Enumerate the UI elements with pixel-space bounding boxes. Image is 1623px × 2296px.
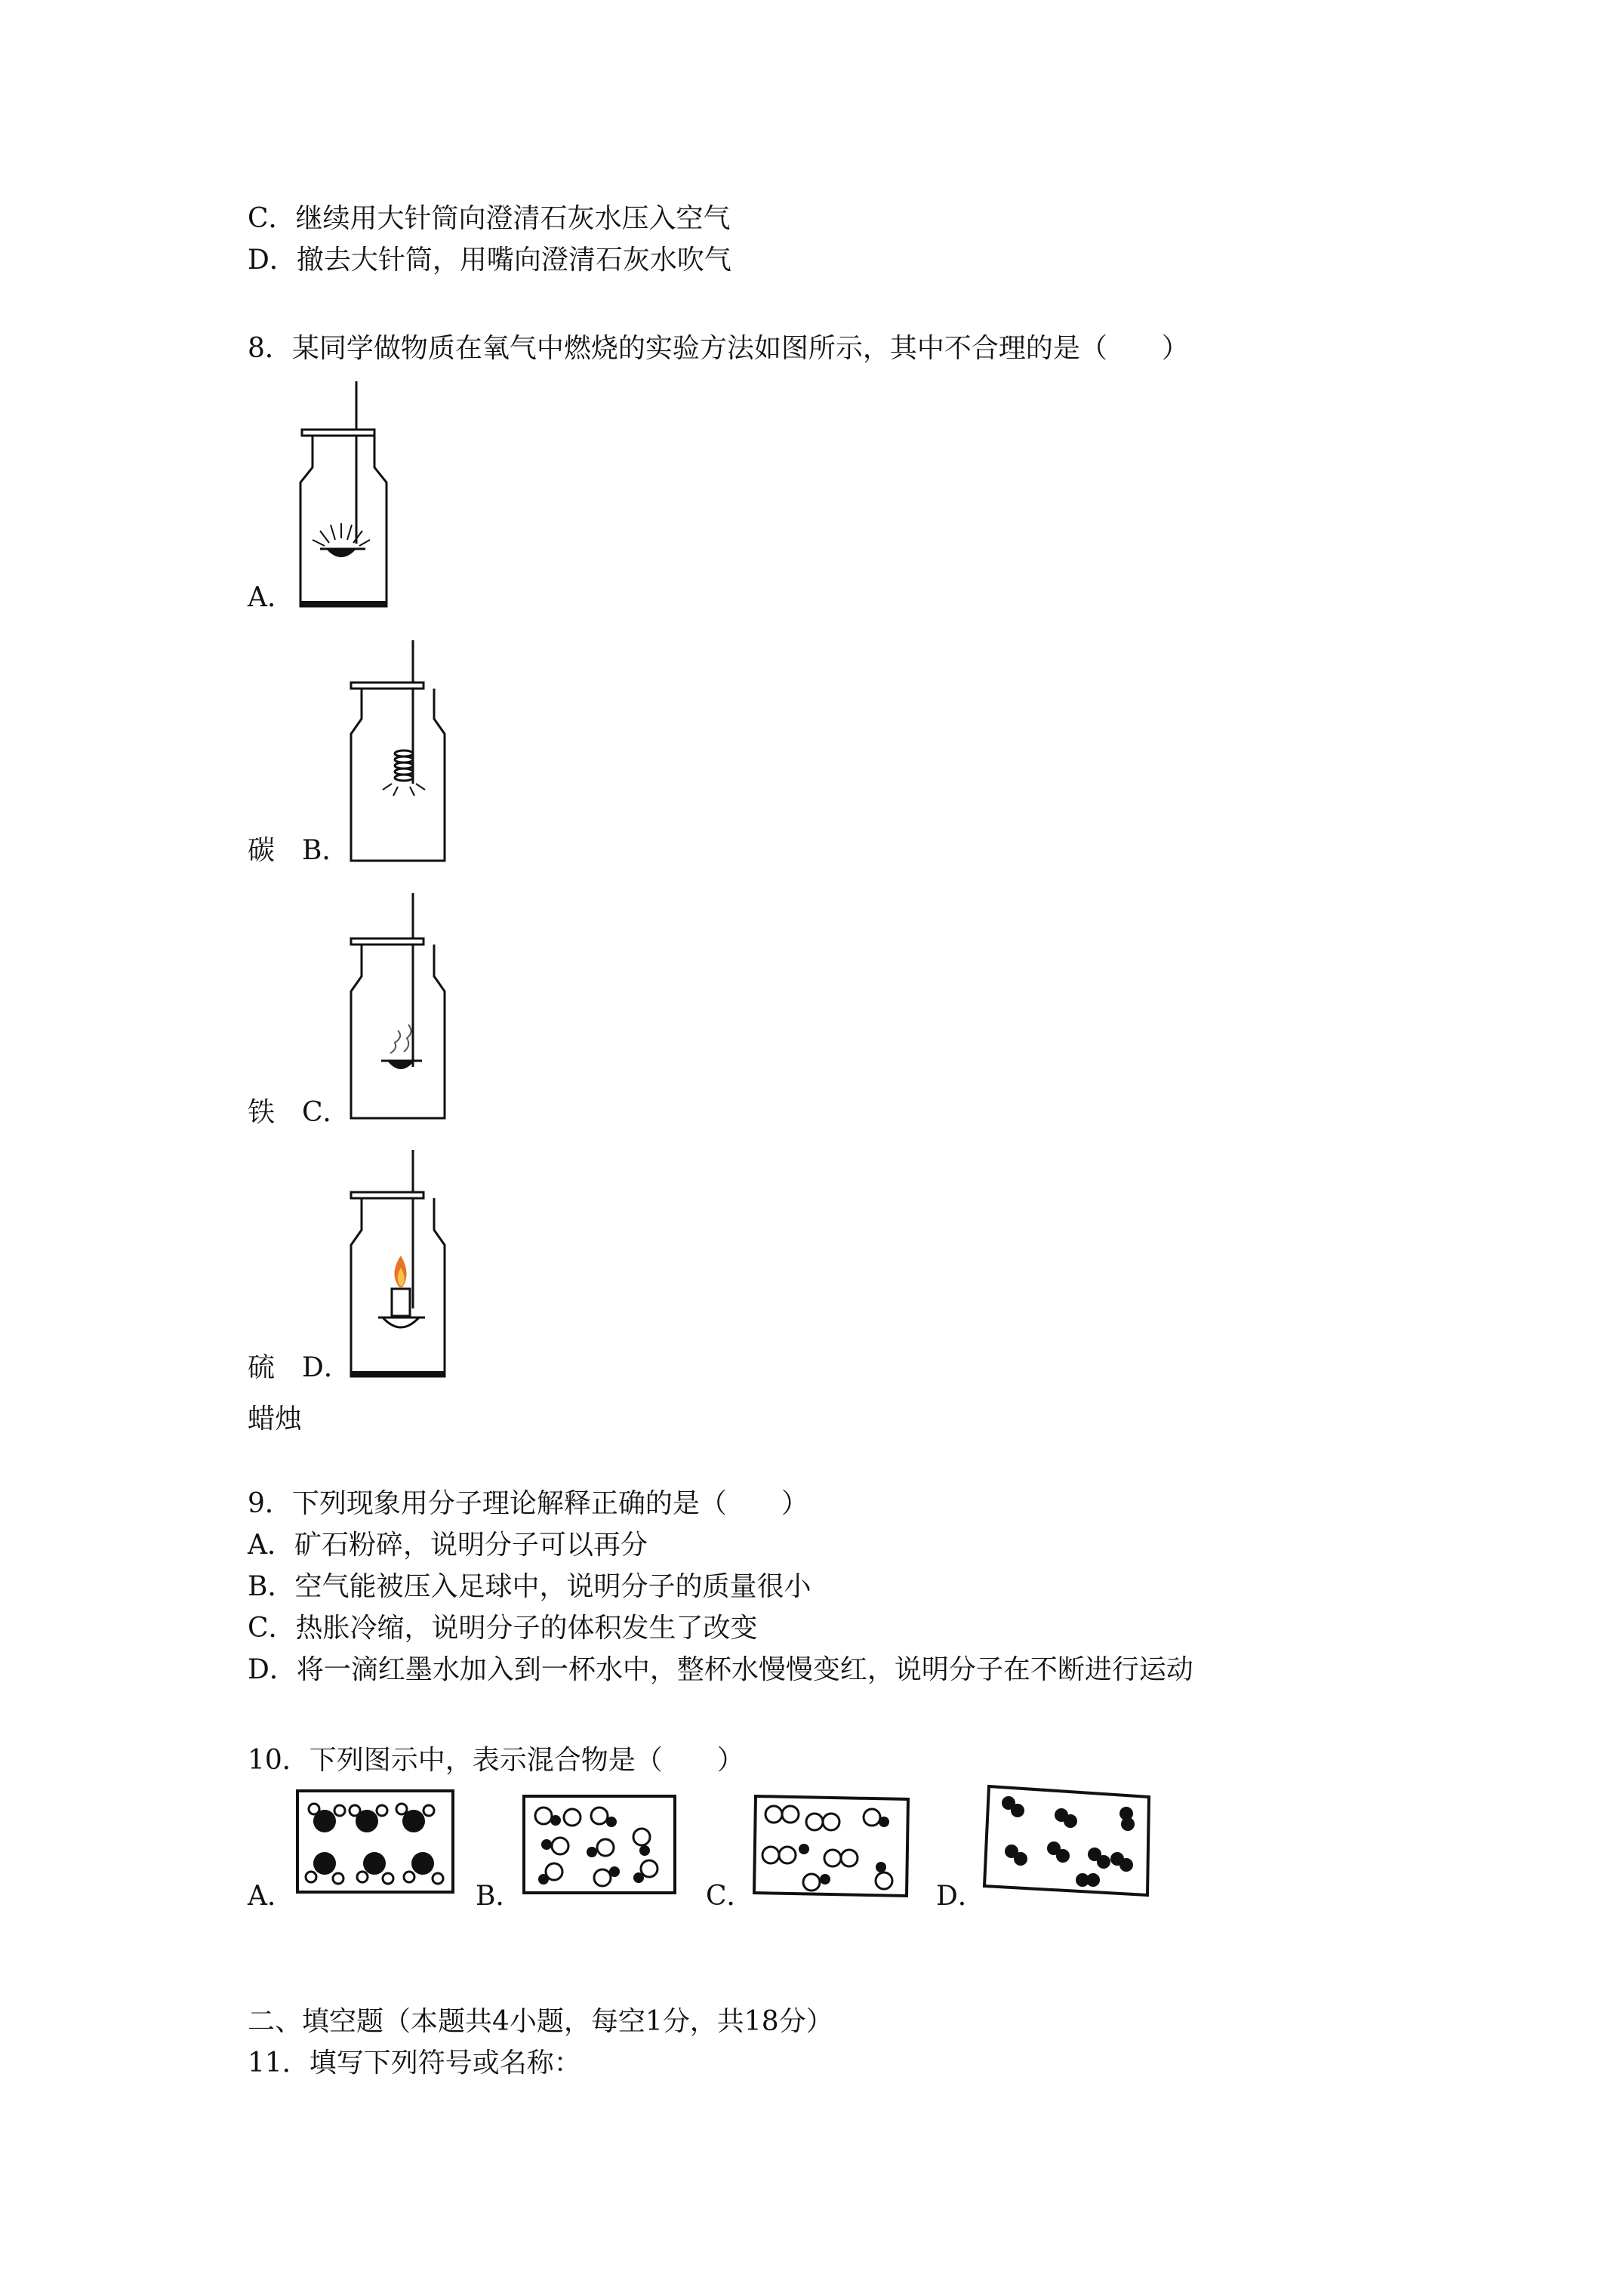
q9-option-b: B．空气能被压入足球中，说明分子的质量很小 bbox=[248, 1571, 812, 1602]
q10-option-d-label: D． bbox=[936, 1881, 985, 1912]
bottle-carbon-figure bbox=[287, 381, 400, 612]
q9-option-c: C．热胀冷缩，说明分子的体积发生了改变 bbox=[248, 1613, 758, 1644]
q8-caption-a: 碳 bbox=[248, 835, 276, 866]
q8-option-a-label: A． bbox=[248, 582, 294, 613]
q10-option-b-label: B． bbox=[476, 1881, 523, 1912]
q8-caption-b: 铁 bbox=[248, 1097, 276, 1128]
molecule-box-b bbox=[521, 1793, 679, 1899]
molecule-box-a bbox=[294, 1788, 457, 1897]
bottle-candle-figure bbox=[343, 1150, 457, 1380]
bottle-sulfur-figure bbox=[343, 893, 457, 1123]
q7-option-c: C．继续用大针筒向澄清石灰水压入空气 bbox=[248, 203, 731, 234]
q8-caption-c: 硫 bbox=[248, 1352, 276, 1383]
q8-option-b-label: B． bbox=[302, 835, 350, 866]
molecule-box-c bbox=[751, 1792, 913, 1903]
q11-stem: 11．填写下列符号或名称： bbox=[248, 2048, 581, 2079]
q7-option-d: D．撤去大针筒，用嘴向澄清石灰水吹气 bbox=[248, 245, 731, 276]
q9-option-d: D．将一滴红墨水加入到一杯水中，整杯水慢慢变红，说明分子在不断进行运动 bbox=[248, 1654, 1193, 1685]
q8-option-d-label: D． bbox=[302, 1352, 351, 1383]
q10-stem: 10．下列图示中，表示混合物是（ ） bbox=[248, 1745, 744, 1776]
q8-caption-d: 蜡烛 bbox=[248, 1404, 303, 1435]
bottle-iron-figure bbox=[343, 640, 457, 867]
section2-heading: 二、填空题（本题共4小题，每空1分，共18分） bbox=[248, 2006, 833, 2037]
q9-option-a: A．矿石粉碎，说明分子可以再分 bbox=[248, 1530, 648, 1561]
molecule-box-d bbox=[981, 1780, 1155, 1901]
q8-stem: 8．某同学做物质在氧气中燃烧的实验方法如图所示，其中不合理的是（ ） bbox=[248, 333, 1189, 364]
q8-option-c-label: C． bbox=[302, 1097, 350, 1128]
q10-option-c-label: C． bbox=[706, 1881, 754, 1912]
q10-option-a-label: A． bbox=[248, 1881, 294, 1912]
q9-stem: 9．下列现象用分子理论解释正确的是（ ） bbox=[248, 1488, 808, 1519]
